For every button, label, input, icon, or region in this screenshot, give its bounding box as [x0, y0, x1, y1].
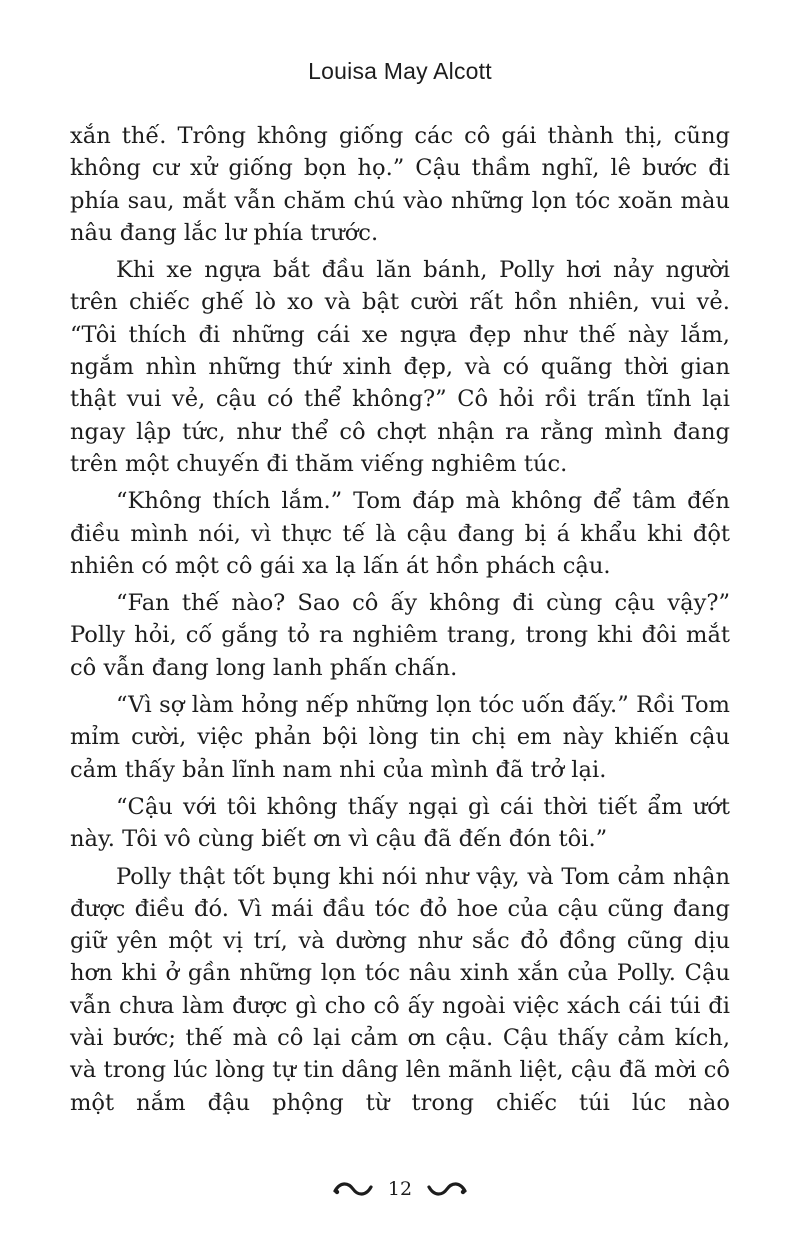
page-body — [70, 120, 730, 1124]
paragraph: “Fan thế nào? Sao cô ấy không đi cùng cậu vậy?” Polly hỏi, cố gắng tỏ ra nghiêm trang, trong khi đôi mắt cô vẫn đang long lanh phấn chấn. — [70, 590, 730, 681]
paragraph: “Vì sợ làm hỏng nếp những lọn tóc uốn đấy.” Rồi Tom mỉm cười, việc phản bội lòng tin chị em này khiến cậu cảm thấy bản lĩnh nam nhi của mình đã trở lại. — [70, 692, 730, 783]
paragraph-continued: xắn thế. Trông không giống các cô gái thành thị, cũng không cư xử giống bọn họ.” Cậu thầm nghĩ, lê bước đi phía sau, mắt vẫn chăm chú vào những lọn tóc xoăn màu nâu đang lắc lư phía trước. — [70, 123, 730, 246]
running-header-author: Louisa May Alcott — [308, 58, 492, 84]
paragraph-continues: Polly thật tốt bụng khi nói như vậy, và Tom cảm nhận được điều đó. Vì mái đầu tóc đỏ hoe của cậu cũng đang giữ yên một vị trí, và dường như sắc đỏ đồng cũng dịu hơn khi ở gần những lọn tóc nâu xinh xắn của Polly. Cậu vẫn chưa làm được gì cho cô ấy ngoài việc xách cái túi đi vài bước; thế mà cô lại cảm ơn cậu. Cậu thấy cảm kích, và trong lúc lòng tự tin dâng lên mãnh liệt, cậu đã mời cô một nắm đậu phộng từ trong chiếc túi lúc nào — [70, 863, 730, 1116]
page-number: 12 — [387, 1178, 413, 1200]
swash-ornament-left-icon — [332, 1180, 374, 1198]
swash-ornament-right-icon — [426, 1180, 468, 1198]
paragraph: “Cậu với tôi không thấy ngại gì cái thời tiết ẩm ướt này. Tôi vô cùng biết ơn vì cậu đã đến đón tôi.” — [70, 793, 730, 853]
page-footer — [0, 1178, 800, 1200]
paragraph: Khi xe ngựa bắt đầu lăn bánh, Polly hơi nảy người trên chiếc ghế lò xo và bật cười rất hồn nhiên, vui vẻ. “Tôi thích đi những cái xe ngựa đẹp như thế này lắm, ngắm nhìn những thứ xinh đẹp, và có quãng thời gian thật vui vẻ, cậu có thể không?” Cô hỏi rồi trấn tĩnh lại ngay lập tức, như thể cô chợt nhận ra rằng mình đang trên một chuyến đi thăm viếng nghiêm túc. — [70, 257, 730, 477]
paragraph: “Không thích lắm.” Tom đáp mà không để tâm đến điều mình nói, vì thực tế là cậu đang bị á khẩu khi đột nhiên có một cô gái xa lạ lấn át hồn phách cậu. — [70, 488, 730, 579]
